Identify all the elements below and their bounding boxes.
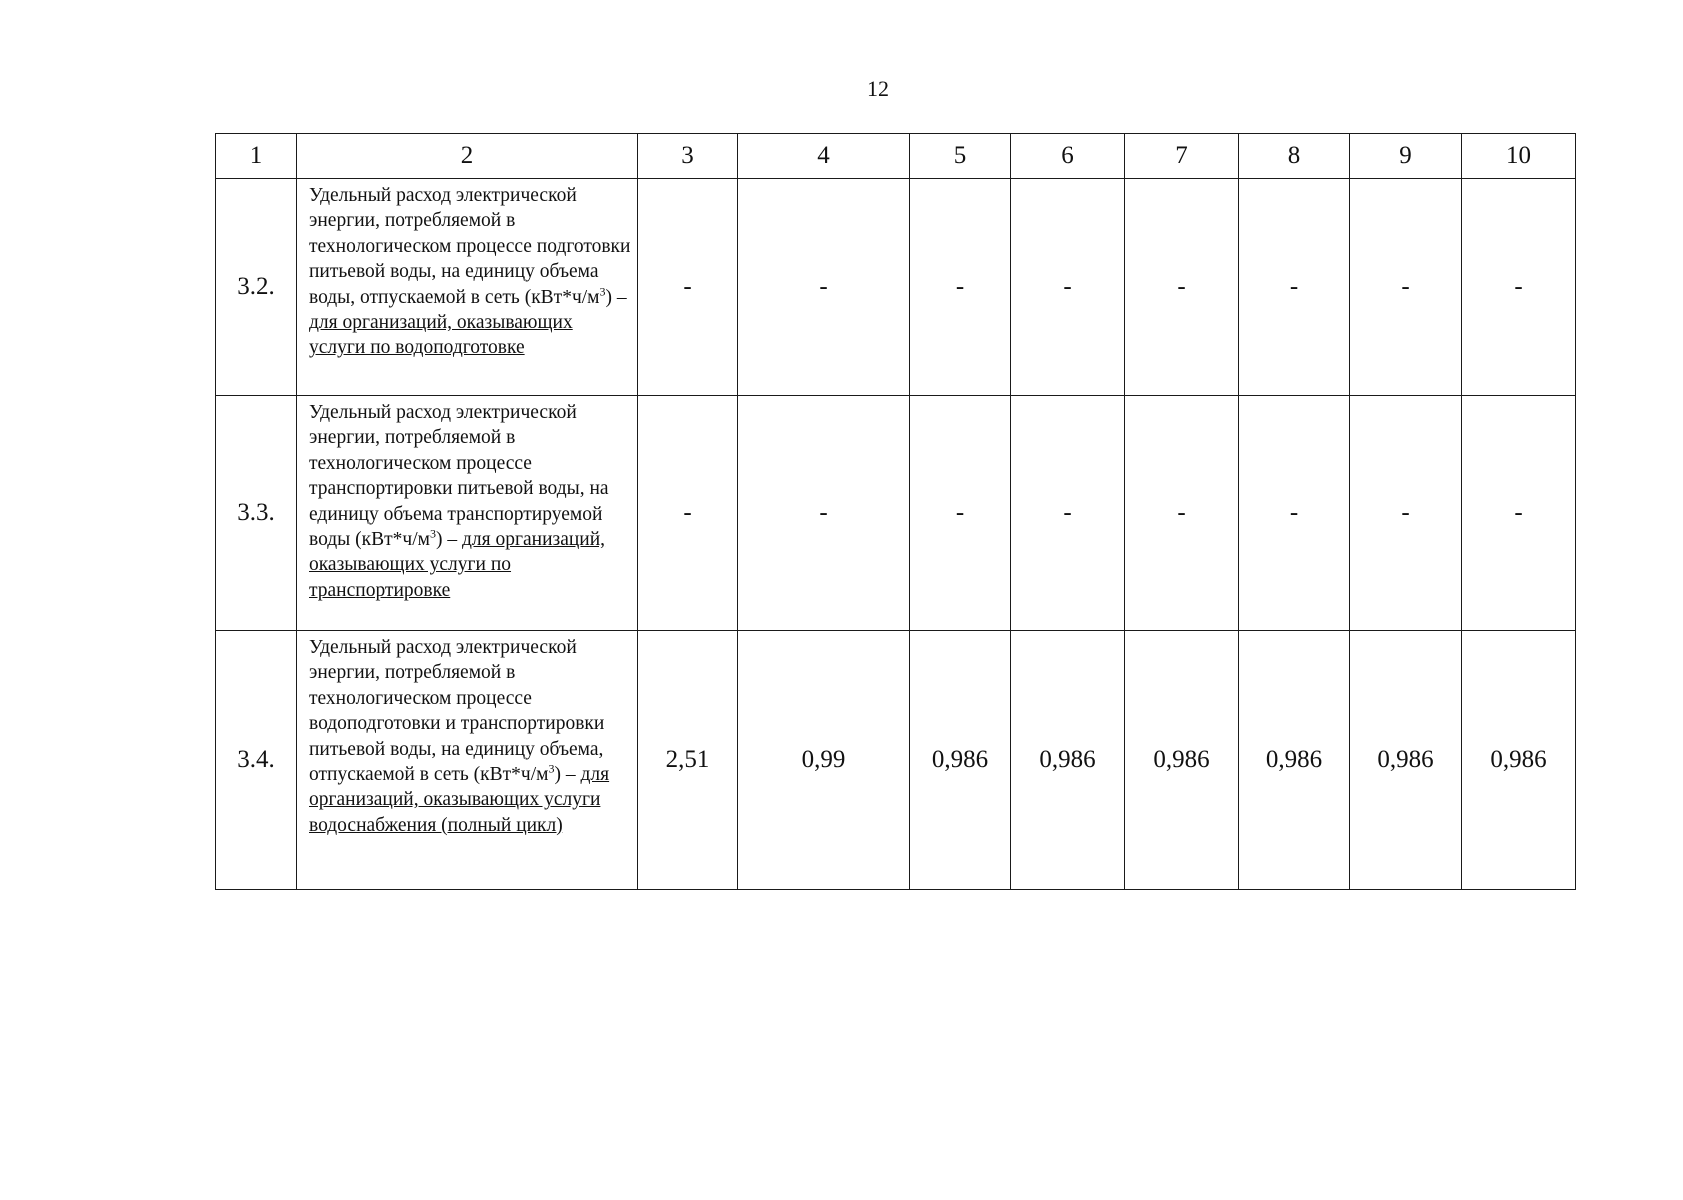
description-text: Удельный расход электрической энергии, потребляемой в технологическом процессе подготовки питьевой воды, на единицу объема воды, отпускаемой в сеть (кВт*ч/м [309,185,631,308]
value-cell: - [1239,396,1350,631]
table-row [216,631,1576,890]
column-header-10: 10 [1462,134,1576,179]
value-cell: 0,986 [1011,631,1125,890]
value-cell: - [1350,179,1462,396]
column-header-5: 5 [910,134,1011,179]
row-number: 3.4. [216,631,297,890]
table-row [216,179,1576,396]
value-cell: - [1350,396,1462,631]
description-text-tail: ) – [605,286,627,308]
description-underlined: для организаций, оказывающих услуги по транспортировке [309,529,606,601]
value-cell: 0,986 [910,631,1011,890]
superscript: 3 [429,526,436,541]
table-row [216,396,1576,631]
description-underlined: для организаций, оказывающих услуги по водоподготовке [309,312,573,359]
column-header-7: 7 [1125,134,1239,179]
value-cell: 0,986 [1350,631,1462,890]
column-header-1: 1 [216,134,297,179]
value-cell: 0,986 [1125,631,1239,890]
value-cell: 0,986 [1462,631,1576,890]
description-text-tail: ) – [554,764,581,786]
value-cell: - [1125,179,1239,396]
value-cell: - [738,396,910,631]
description-underlined: для организаций, оказывающих услуги водоснабжения (полный цикл) [309,764,610,836]
description-text: Удельный расход электрической энергии, потребляемой в технологическом процессе водоподготовки и транспортировки питьевой воды, на единицу объема, отпускаемой в сеть (кВт*ч/м [309,637,605,786]
row-description [297,396,638,631]
value-cell: - [1462,179,1576,396]
row-description [297,631,638,890]
value-cell: - [1239,179,1350,396]
indicators-table [215,133,1576,890]
page-number: 12 [867,76,889,101]
column-header-2: 2 [297,134,638,179]
value-cell: - [910,396,1011,631]
value-cell: - [738,179,910,396]
value-cell: - [910,179,1011,396]
value-cell: 0,986 [1239,631,1350,890]
row-number: 3.3. [216,396,297,631]
row-description [297,179,638,396]
row-number: 3.2. [216,179,297,396]
column-header-3: 3 [638,134,738,179]
column-header-6: 6 [1011,134,1125,179]
value-cell: - [638,396,738,631]
value-cell: 2,51 [638,631,738,890]
column-header-9: 9 [1350,134,1462,179]
superscript: 3 [548,761,555,776]
value-cell: - [1125,396,1239,631]
value-cell: - [638,179,738,396]
value-cell: - [1462,396,1576,631]
value-cell: - [1011,396,1125,631]
description-text: Удельный расход электрической энергии, потребляемой в технологическом процессе транспортировки питьевой воды, на единицу объема транспортируемой воды (кВт*ч/м [309,402,609,551]
description-text-tail: ) – [435,529,462,551]
value-cell: 0,99 [738,631,910,890]
superscript: 3 [599,284,606,299]
column-header-8: 8 [1239,134,1350,179]
value-cell: - [1011,179,1125,396]
column-header-4: 4 [738,134,910,179]
table-header-row [216,134,1576,179]
